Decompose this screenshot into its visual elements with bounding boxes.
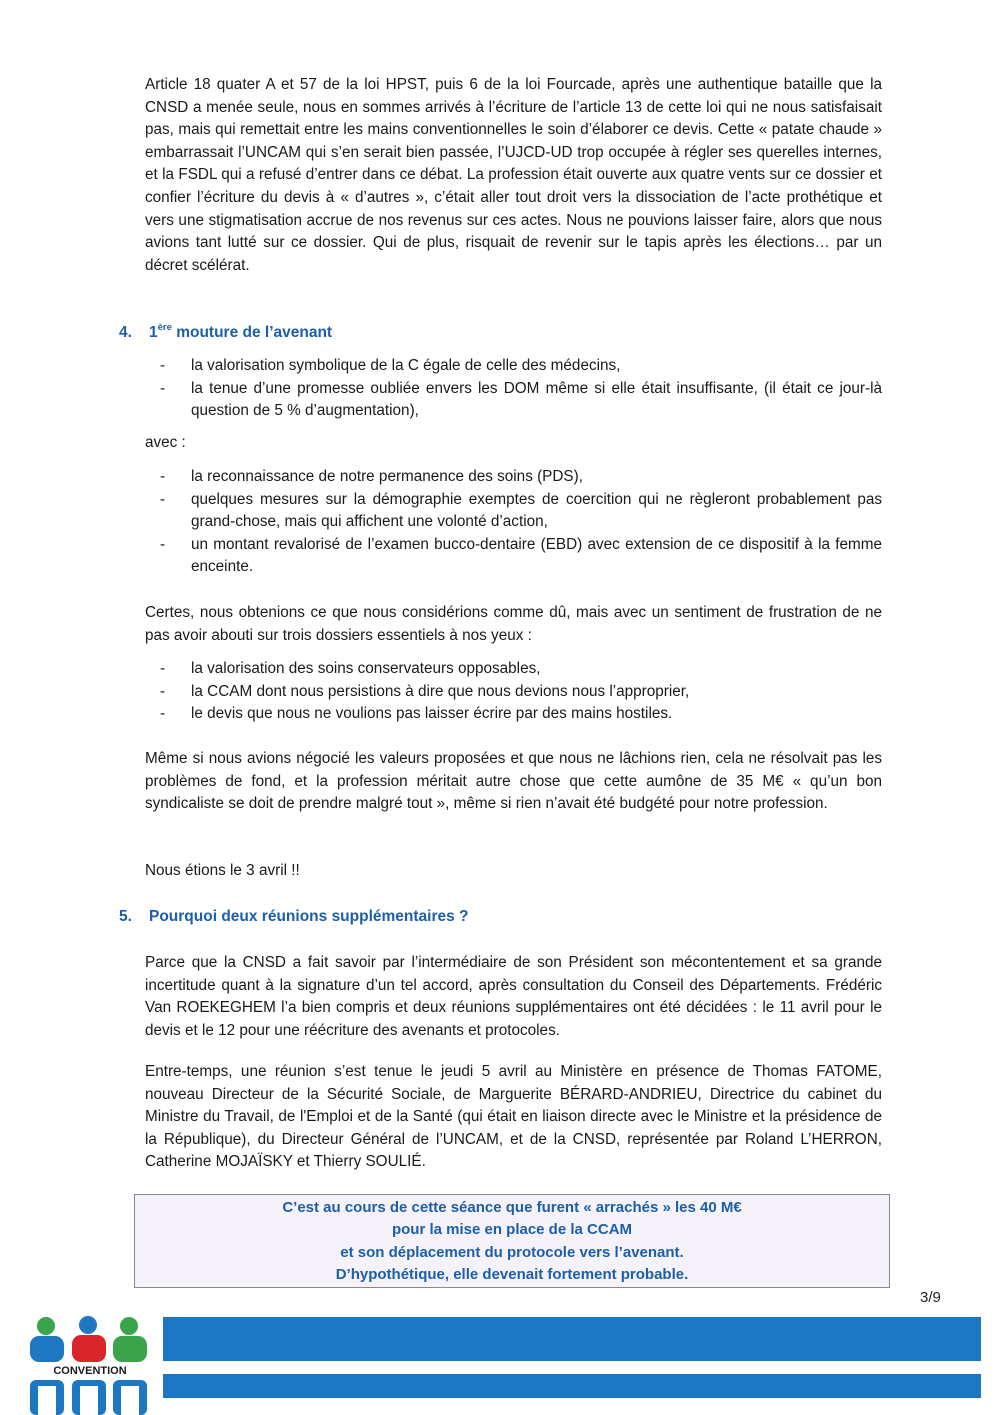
section-5-paragraph-1: Parce que la CNSD a fait savoir par l’intermédiaire de son Président son mécontentement et sa grande incertitude quant à la signature d’un tel accord, après consultation du Conseil des Départements. Frédéric Van ROEKEGHEM l’a bien compris et deux réunions supplémentaires ont été décidées : le 11 avril pour le devis et le 12 pour une réécriture des avenants et protocoles.: [145, 954, 882, 1039]
logo-block-gap: [38, 1386, 56, 1415]
dash-bullet: -: [160, 379, 166, 397]
section-5-para-2-block: [145, 1061, 882, 1174]
date-paragraph-block: [145, 860, 882, 883]
section-4-heading: [119, 322, 332, 345]
section-4-title-sup: ère: [157, 321, 172, 333]
page-number: 3/9: [920, 1289, 941, 1306]
callout-line-2: pour la mise en place de la CCAM: [391, 1221, 633, 1239]
dash-bullet: -: [160, 705, 166, 723]
list-essential-files: [160, 658, 882, 726]
dash-bullet: -: [160, 468, 166, 485]
logo-block-gap-2: [80, 1386, 98, 1415]
avec-label: avec :: [145, 434, 186, 451]
list-dom-measures: [160, 355, 882, 423]
logo-body-blue: [30, 1336, 64, 1362]
list-item: - le devis que nous ne voulions pas laisser écrire par des mains hostiles.: [160, 703, 882, 726]
footer-band-bottom: [163, 1374, 981, 1398]
logo-block-gap-3: [121, 1386, 139, 1415]
list-item: - la reconnaissance de notre permanence des soins (PDS),: [160, 466, 882, 489]
list-item: - la valorisation des soins conservateurs opposables,: [160, 658, 882, 681]
meme-paragraph: Même si nous avions négocié les valeurs proposées et que nous ne lâchions rien, cela ne résolvait pas les problèmes de fond, et la profession méritait autre chose que cette aumône de 35 M€ « qu’un bon syndicaliste se doit de prendre malgré tout », même si rien n’avait été budgété pour notre profession.: [145, 750, 882, 813]
convention-logo-icon: [28, 1314, 158, 1415]
list-item: - un montant revalorisé de l’examen bucco-dentaire (EBD) avec extension de ce dispositif à la femme enceinte.: [160, 535, 882, 576]
dash-bullet: -: [160, 490, 166, 508]
logo-head-blue: [79, 1316, 97, 1334]
avec-label-block: [145, 432, 882, 455]
dash-bullet: -: [160, 660, 166, 677]
highlight-callout-box: [134, 1194, 890, 1288]
certes-paragraph-block: [145, 602, 882, 647]
meme-paragraph-block: [145, 748, 882, 816]
dash-bullet: -: [160, 535, 166, 553]
list-avec-measures: [160, 466, 882, 579]
list-item: - la tenue d’une promesse oubliée envers les DOM même si elle était insuffisante, (il était ce jour-là question de 5 % d’augmentation),: [160, 379, 882, 420]
section-5-para-1-block: [145, 952, 882, 1042]
intro-paragraph: Article 18 quater A et 57 de la loi HPST, puis 6 de la loi Fourcade, après une authentique bataille que la CNSD a menée seule, nous en sommes arrivés à l’écriture de l’article 13 de cette loi qui ne nous satisfaisait pas, mais qui remettait entre les mains conventionnelles le soin d’élaborer ce devis. Cette « patate chaude » embarrassait l’UNCAM qui s’en serait bien passée, l’UJCD-UD trop occupée à régler ses querelles internes, et la FSDL qui a refusé d’entrer dans ce débat. La profession était ouverte aux quatre vents sur ce dossier et confier l’écriture du devis à « d’autres », c’était aller tout droit vers la dissociation de l’acte prothétique et vers une stigmatisation accrue de nos revenus sur ces actes. Nous ne pouvions laisser faire, alors que nous avions tant lutté sur ce dossier. Qui de plus, risquait de revenir sur le tapis après les élections… par un décret scélérat.: [145, 76, 882, 274]
logo-body-green: [113, 1336, 147, 1362]
dash-bullet: -: [160, 357, 166, 374]
list-item: - quelques mesures sur la démographie exemptes de coercition qui ne règleront probablement pas grand-chose, mais qui affichent une volonté d’action,: [160, 490, 882, 531]
footer-band-top: [163, 1317, 981, 1361]
intro-paragraph-block: [145, 74, 882, 277]
section-5-paragraph-2: Entre-temps, une réunion s’est tenue le jeudi 5 avril au Ministère en présence de Thomas FATOME, nouveau Directeur de la Sécurité Sociale, de Marguerite BÉRARD-ANDRIEU, Directrice du cabinet du Ministre du Travail, de l'Emploi et de la Santé (qui était en liaison directe avec le Ministre et la présidence de la République), du Directeur Général de l’UNCAM, et de la CNSD, représentée par Roland L’HERRON, Catherine MOJAÏSKY et Thierry SOULIÉ.: [145, 1063, 882, 1171]
callout-line-4: D’hypothétique, elle devenait fortement probable.: [335, 1265, 689, 1283]
dash-bullet: -: [160, 682, 166, 700]
section-5-heading: [119, 906, 469, 929]
section-4-number: 4.: [119, 324, 132, 341]
callout-line-3: et son déplacement du protocole vers l’avenant.: [340, 1243, 684, 1261]
list-item: - la CCAM dont nous persistions à dire que nous devions nous l’approprier,: [160, 681, 882, 704]
logo-head-green-2: [120, 1317, 138, 1335]
callout-line-1: C’est au cours de cette séance que furent « arrachés » les 40 M€: [282, 1199, 742, 1216]
section-4-title-rest: mouture de l’avenant: [171, 324, 333, 341]
section-5-title: Pourquoi deux réunions supplémentaires ?: [149, 908, 469, 925]
section-5-number: 5.: [119, 908, 132, 925]
date-paragraph: Nous étions le 3 avril !!: [145, 862, 300, 879]
certes-paragraph: Certes, nous obtenions ce que nous considérions comme dû, mais avec un sentiment de frustration de ne pas avoir abouti sur trois dossiers essentiels à nos yeux :: [145, 604, 882, 644]
logo-head-green: [37, 1317, 55, 1335]
list-item: - la valorisation symbolique de la C égale de celle des médecins,: [160, 355, 882, 378]
section-4-title-prefix: 1: [149, 324, 158, 341]
logo-text: CONVENTION: [53, 1365, 127, 1377]
logo-body-red: [72, 1335, 106, 1362]
